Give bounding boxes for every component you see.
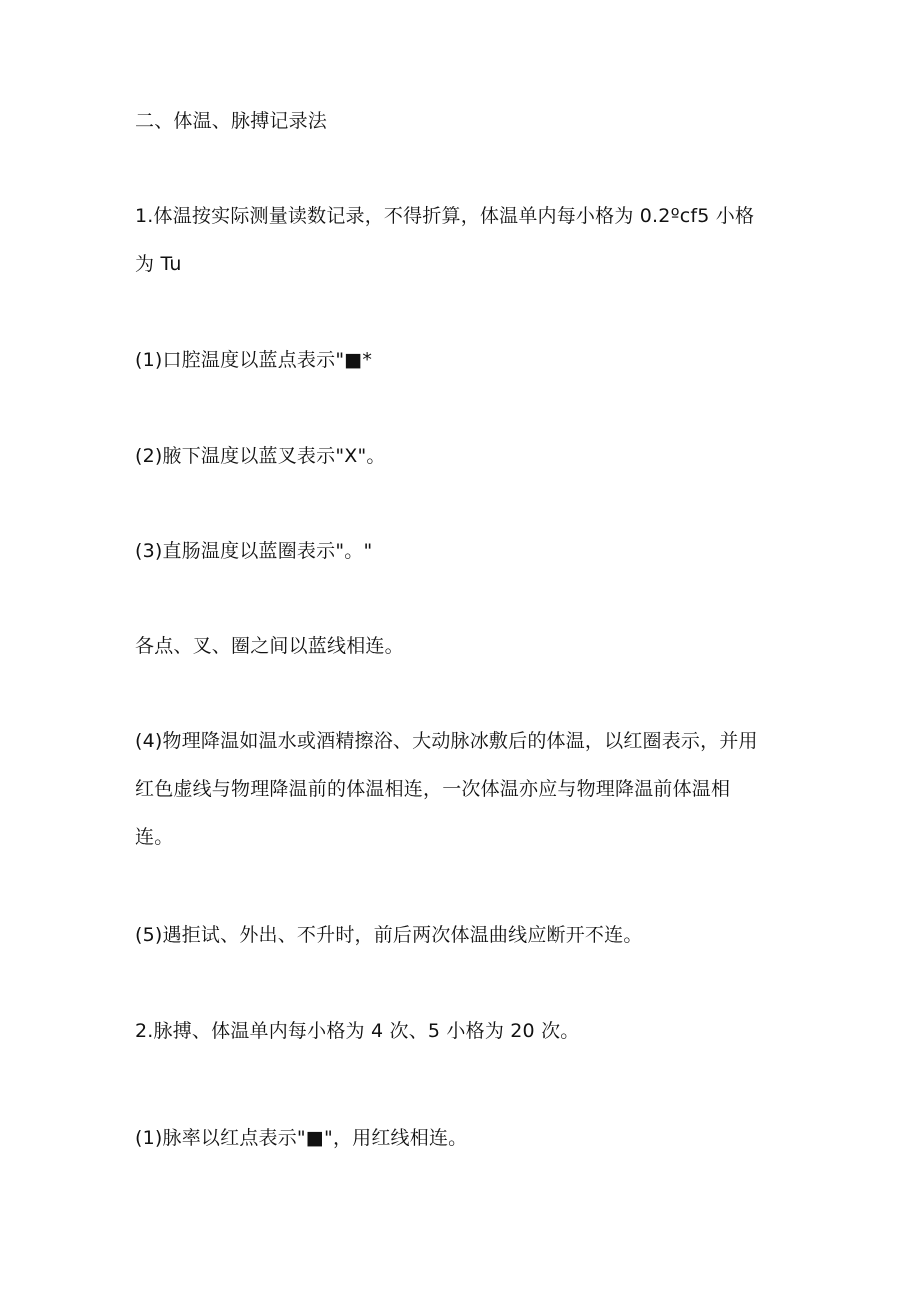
paragraph-oral-temperature <box>135 336 795 384</box>
paragraph-rectal-temperature <box>135 527 795 575</box>
section-heading <box>135 97 795 145</box>
paragraph-physical-cooling <box>135 717 795 861</box>
paragraph-line: 红色虚线与物理降温前的体温相连，一次体温亦应与物理降温前体温相 <box>135 778 731 800</box>
paragraph-line: 2.脉搏、体温单内每小格为 4 次、5 小格为 20 次。 <box>135 1020 580 1042</box>
paragraph-blue-line-connect <box>135 622 795 670</box>
paragraph-line: 各点、叉、圈之间以蓝线相连。 <box>135 635 404 657</box>
paragraph-line: (1)脉率以红点表示"■"，用红线相连。 <box>135 1127 468 1149</box>
paragraph-axillary-temperature <box>135 432 795 480</box>
paragraph-line: 连。 <box>135 826 174 848</box>
paragraph-line: (2)腋下温度以蓝叉表示"X"。 <box>135 445 386 467</box>
paragraph-line: (1)口腔温度以蓝点表示"■* <box>135 349 373 371</box>
paragraph-curve-break <box>135 911 795 959</box>
paragraph-line: 1.体温按实际测量读数记录，不得折算，体温单内每小格为 0.2ºcf5 小格 <box>135 205 755 227</box>
paragraph-temperature-rule <box>135 192 795 288</box>
paragraph-line: (4)物理降温如温水或酒精擦浴、大动脉冰敷后的体温，以红圈表示，并用 <box>135 730 758 752</box>
paragraph-pulse-rule <box>135 1007 795 1055</box>
paragraph-line: 为 Tu <box>135 253 182 275</box>
paragraph-line: (3)直肠温度以蓝圈表示"。" <box>135 540 373 562</box>
section-heading-text: 二、体温、脉搏记录法 <box>135 110 328 132</box>
paragraph-pulse-rate <box>135 1114 795 1162</box>
paragraph-line: (5)遇拒试、外出、不升时，前后两次体温曲线应断开不连。 <box>135 924 643 946</box>
